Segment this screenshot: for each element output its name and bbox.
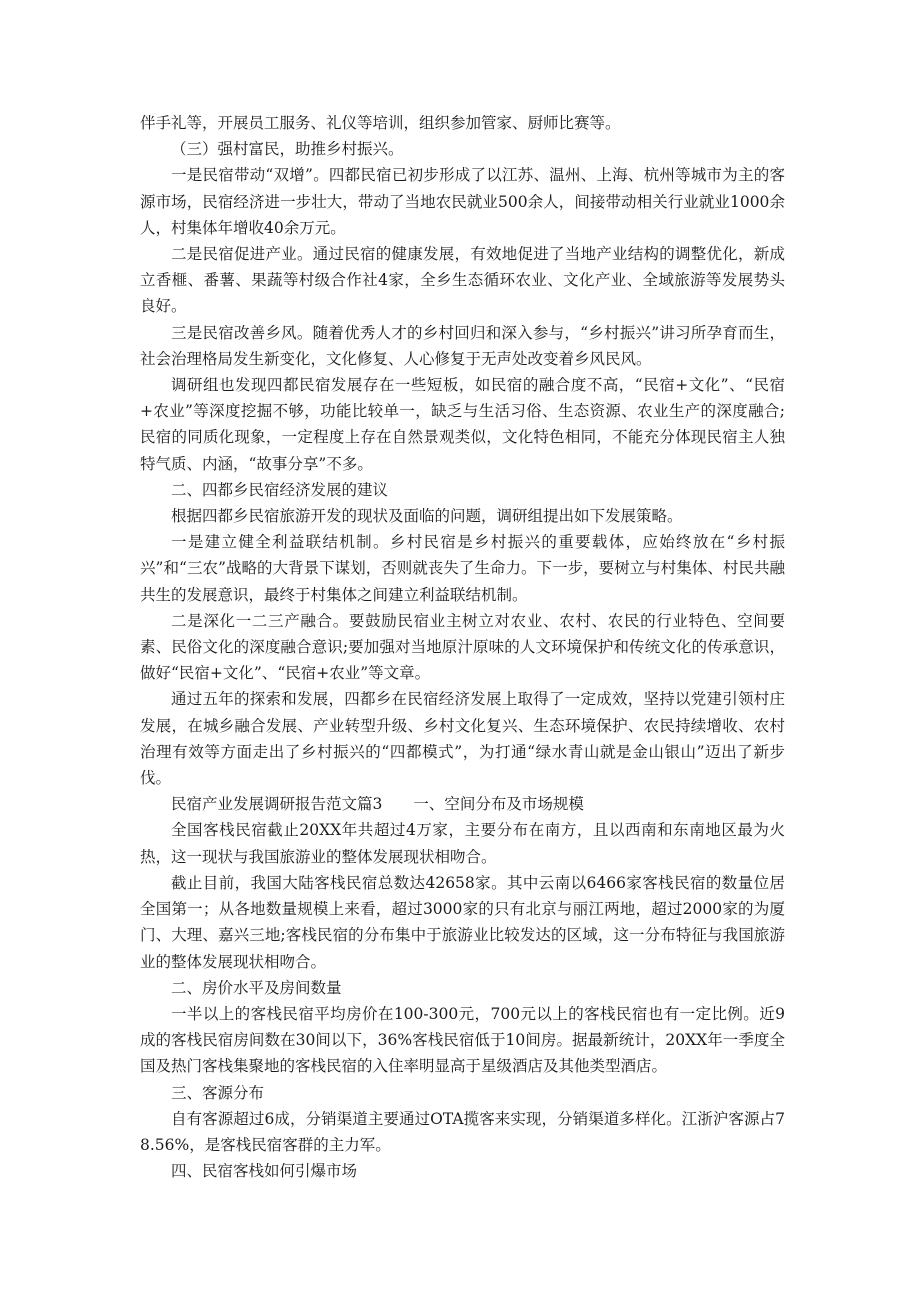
paragraph-five-years: 通过五年的探索和发展，四都乡在民宿经济发展上取得了一定成效，坚持以党建引领村庄发展，在城乡融合发展、产业转型升级、乡村文化复兴、生态环境保护、农民持续增收、农村治理有效等方面走出了乡村振兴的“四都模式”，为打通“绿水青山就是金山银山”迈出了新步伐。 — [140, 690, 785, 788]
paragraph-improve-customs: 三是民宿改善乡风。随着优秀人才的乡村回归和深入参与，“乡村振兴”讲习所孕育而生，社会治理格局发生新变化，文化修复、人心修复于无声处改变着乡风民风。 — [140, 323, 785, 368]
paragraph-shortcomings: 调研组也发现四都民宿发展存在一些短板，如民宿的融合度不高，“民宿+文化”、“民宿+农业”等深度挖掘不够，功能比较单一，缺乏与生活习俗、生态资源、农业生产的深度融合;民宿的同质化现象，一定程度上存在自然景观类似，文化特色相同，不能充分体现民宿主人独特气质、内涵，“故事分享”不多。 — [140, 376, 785, 473]
paragraph-benefit-mechanism: 一是建立健全利益联结机制。乡村民宿是乡村振兴的重要载体，应始终放在“乡村振兴”和“三农”战略的大背景下谋划，否则就丧失了生命力。下一步，要树立与村集体、村民共融共生的发展意识，最终于村集体之间建立利益联结机制。 — [140, 533, 785, 604]
paragraph-room-price: 一半以上的客栈民宿平均房价在100-300元，700元以上的客栈民宿也有一定比例。近9成的客栈民宿房间数在30间以下，36%客栈民宿低于10间房。据最新统计，20XX年一季度全国及热门客栈集聚地的客栈民宿的入住率明显高于星级酒店及其他类型酒店。 — [140, 1004, 785, 1076]
section-heading-customer-source: 三、客源分布 — [171, 1083, 265, 1102]
document-body — [140, 110, 785, 1184]
paragraph-customer-source: 自有客源超过6成，分销渠道主要通过OTA揽客来实现，分销渠道多样化。江浙沪客源占78.56%，是客栈民宿客群的主力军。 — [140, 1109, 785, 1154]
section-heading-suggestions: 二、四都乡民宿经济发展的建议 — [171, 480, 389, 499]
paragraph-mainland-total: 截止目前，我国大陆客栈民宿总数达42658家。其中云南以6466家客栈民宿的数量位居全国第一；从各地数量规模上来看，超过3000家的只有北京与丽江两地，超过2000家的为厦门、大理、嘉兴三地;客栈民宿的分布集中于旅游业比较发达的区域，这一分布特征与我国旅游业的整体发展现状相吻合。 — [140, 873, 785, 971]
section-heading-strong-village: （三）强村富民，助推乡村振兴。 — [171, 140, 404, 159]
paragraph-continuation: 伴手礼等，开展员工服务、礼仪等培训，组织参加管家、厨师比赛等。 — [140, 114, 621, 132]
paragraph-double-increase: 一是民宿带动“双增”。四都民宿已初步形成了以江苏、温州、上海、杭州等城市为主的客源市场，民宿经济进一步壮大，带动了当地农民就业500余人，间接带动相关行业就业1000余人，村集体年增收40余万元。 — [140, 166, 785, 237]
section-heading-report-3: 民宿产业发展调研报告范文篇3 一、空间分布及市场规模 — [171, 795, 584, 814]
paragraph-national-count: 全国客栈民宿截止20XX年共超过4万家，主要分布在南方，且以西南和东南地区最为火热，这一现状与我国旅游业的整体发展现状相吻合。 — [140, 821, 785, 866]
paragraph-strategy-intro: 根据四都乡民宿旅游开发的现状及面临的问题，调研组提出如下发展策略。 — [171, 507, 683, 526]
paragraph-promote-industry: 二是民宿促进产业。通过民宿的健康发展，有效地促进了当地产业结构的调整优化，新成立香榧、番薯、果蔬等村级合作社4家，全乡生态循环农业、文化产业、全域旅游等发展势头良好。 — [140, 245, 785, 316]
section-heading-room-price: 二、房价水平及房间数量 — [171, 978, 342, 997]
paragraph-industry-fusion: 二是深化一二三产融合。要鼓励民宿业主树立对农业、农村、农民的行业特色、空间要素、民俗文化的深度融合意识;要加强对当地原汁原味的人文环境保护和传统文化的传承意识，做好“民宿+文化”、“民宿+农业”等文章。 — [140, 611, 785, 683]
section-heading-market-boom: 四、民宿客栈如何引爆市场 — [171, 1162, 358, 1181]
